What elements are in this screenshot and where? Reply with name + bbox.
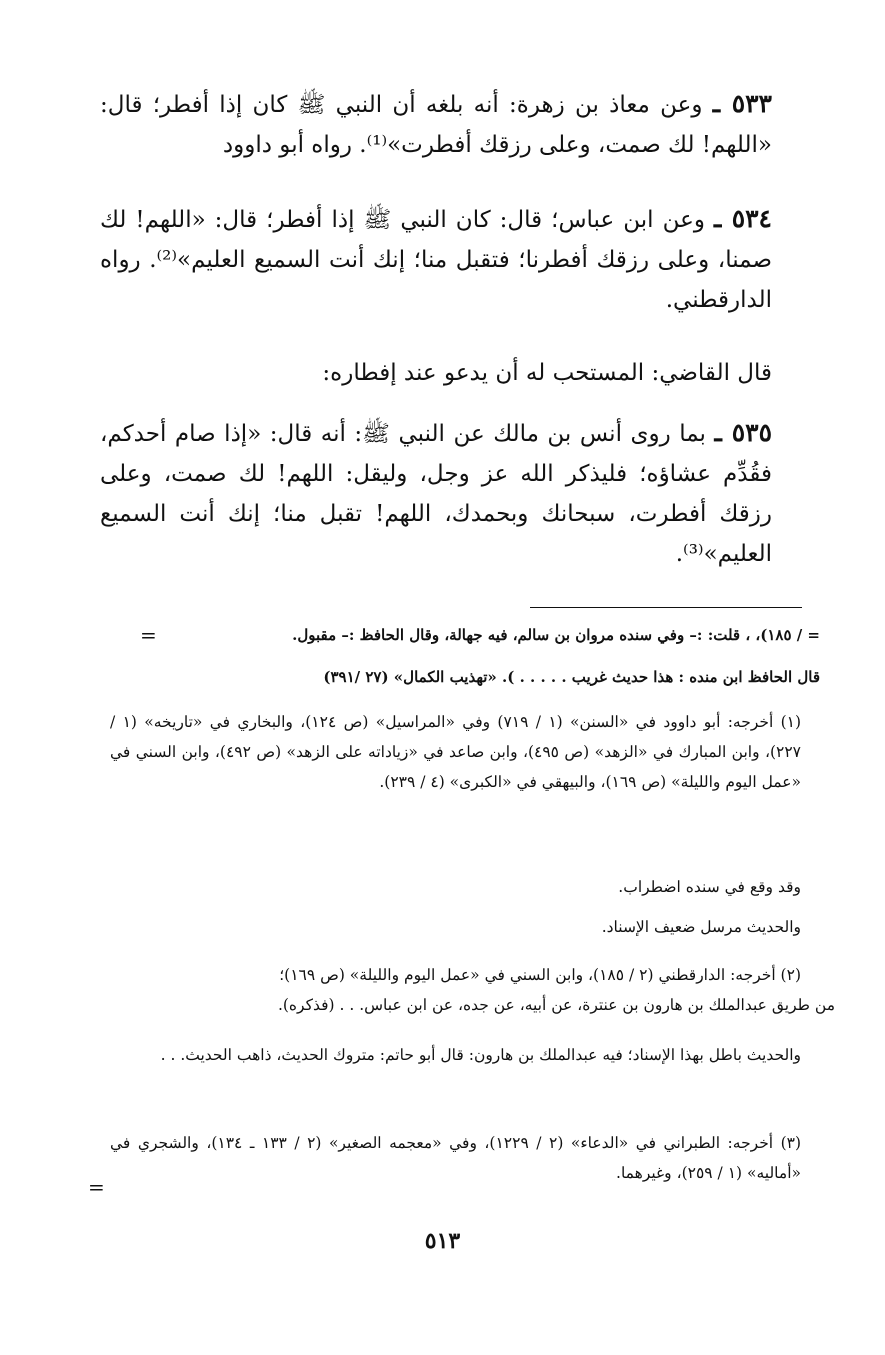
entry-number: ٥٣٣ ـ xyxy=(712,89,772,118)
footnote-text: (٢) أخرجه: الدارقطني (٢ / ١٨٥)، وابن السني في «عمل اليوم والليلة» (ص ١٦٩)؛ xyxy=(279,966,801,984)
footnote-text: والحديث باطل بهذا الإسناد؛ فيه عبدالملك بن هارون: قال أبو حاتم: متروك الحديث، ذاهب الحديث. . . xyxy=(160,1046,801,1064)
entry-535 xyxy=(100,413,772,574)
footnote-text: (١) أخرجه: أبو داوود في «السنن» (١ / ٧١٩) وفي «المراسيل» (ص ١٢٤)، والبخاري في «تاريخه» (١ / ٢٢٧)، وابن المبارك في «الزهد» (ص ٤٩٥)، وابن صاعد في «زياداته على الزهد» (ص ٤٩٢)، وابن السني في «عمل اليوم والليلة» (ص ١٦٩)، والبيهقي في «الكبرى» (٤ / ٢٣٩). xyxy=(110,713,802,791)
entry-number: ٥٣٥ ـ xyxy=(714,418,773,447)
handwritten-note-2: قال الحافظ ابن منده : هذا حديث غريب . . . . . ). «تهذيب الكمال» (٢٧ /٣٩١) xyxy=(323,668,820,686)
footnote-1 xyxy=(110,707,835,797)
footnote-1-note-a xyxy=(110,872,835,902)
entry-533 xyxy=(100,84,772,165)
margin-mark-bottom: = xyxy=(88,1175,105,1199)
footnote-text: من طريق عبدالملك بن هارون بن عنترة، عن أبيه، عن جده، عن ابن عباس. . . (فذكره). xyxy=(277,996,835,1014)
entry-text: بما روى أنس بن مالك عن النبي ﷺ: أنه قال: «إذا صام أحدكم، فقُدِّم عشاؤه؛ فليذكر الله عز وجل، وليقل: اللهم! لك صمت، وعلى رزقك أفطرت، سبحانك وبحمدك، اللهم! تقبل منا؛ إنك أنت السميع العليم»⁽³⁾. xyxy=(100,421,772,567)
footnote-2-note xyxy=(110,1040,835,1070)
footnote-1-note-b xyxy=(110,912,835,942)
footnote-text: والحديث مرسل ضعيف الإسناد. xyxy=(601,918,801,936)
footnote-text: (٣) أخرجه: الطبراني في «الدعاء» (٢ / ١٢٢٩)، وفي «معجمه الصغير» (٢ / ١٣٣ ـ ١٣٤)، والشجري في «أماليه» (١ / ٢٥٩)، وغيرهما. xyxy=(110,1134,802,1182)
entry-number: ٥٣٤ ـ xyxy=(713,204,772,233)
page-number: ٥١٣ xyxy=(424,1228,461,1254)
margin-mark-top: = xyxy=(140,623,157,647)
footnote-3 xyxy=(110,1128,835,1188)
qadi-statement xyxy=(100,353,772,393)
entry-text: وعن معاذ بن زهرة: أنه بلغه أن النبي ﷺ كان إذا أفطر؛ قال: «اللهم! لك صمت، وعلى رزقك أفطرت»⁽¹⁾. رواه أبو داوود xyxy=(100,92,772,158)
statement-text: قال القاضي: المستحب له أن يدعو عند إفطاره: xyxy=(322,360,772,386)
footnote-2 xyxy=(110,960,835,1020)
handwritten-note-1: = / ١٨٥)، ، قلت: :– وفي سنده مروان بن سالم، فيه جهالة، وقال الحافظ :– مقبول. xyxy=(292,626,820,644)
footnote-text: وقد وقع في سنده اضطراب. xyxy=(618,878,801,896)
footnote-separator xyxy=(530,607,802,608)
entry-text: وعن ابن عباس؛ قال: كان النبي ﷺ إذا أفطر؛ قال: «اللهم! لك صمنا، وعلى رزقك أفطرنا؛ فتقبل منا؛ إنك أنت السميع العليم»⁽²⁾. رواه الدارقطني. xyxy=(100,207,772,313)
entry-534 xyxy=(100,199,772,320)
